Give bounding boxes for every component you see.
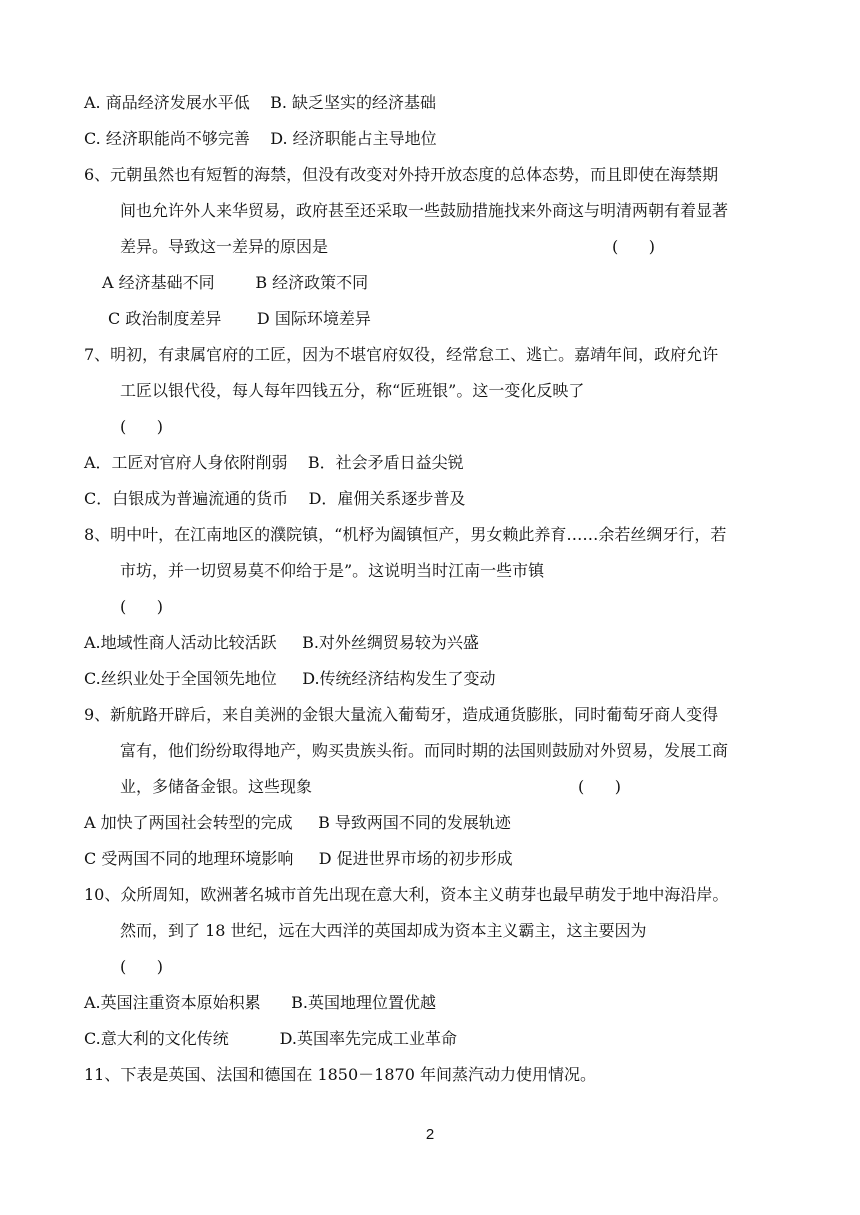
page-number: 2 xyxy=(425,1126,435,1143)
q8-stem-line2: 市坊，并一切贸易莫不仰给于是”。这说明当时江南一些市镇 xyxy=(120,561,545,580)
q5-options-ab: A. 商品经济发展水平低 B. 缺乏坚实的经济基础 xyxy=(84,93,437,112)
q8-stem-line1: 8、明中叶，在江南地区的濮院镇，“机杼为阖镇恒产，男女赖此养育……余若丝绸牙行，若 xyxy=(84,525,727,544)
q6-options-cd: C 政治制度差异 D 国际环境差异 xyxy=(108,309,371,328)
q9-stem-line2: 富有，他们纷纷取得地产，购买贵族头衔。而同时期的法国则鼓励对外贸易，发展工商 xyxy=(120,741,729,760)
q6-stem-line3: 差异。导致这一差异的原因是 xyxy=(120,237,329,256)
q7-options-ab: A．工匠对官府人身依附削弱 B．社会矛盾日益尖锐 xyxy=(84,453,464,472)
q11-stem-line1: 11、下表是英国、法国和德国在 1850－1870 年间蒸汽动力使用情况。 xyxy=(84,1065,596,1084)
q10-stem-line2: 然而，到了 18 世纪，远在大西洋的英国却成为资本主义霸主，这主要因为 xyxy=(120,921,647,940)
q9-options-cd: C 受两国不同的地理环境影响 D 促进世界市场的初步形成 xyxy=(84,849,513,868)
q9-options-ab: A 加快了两国社会转型的完成 B 导致两国不同的发展轨迹 xyxy=(84,813,511,832)
q10-options-cd: C.意大利的文化传统 D.英国率先完成工业革命 xyxy=(84,1029,457,1048)
q6-stem-line1: 6、元朝虽然也有短暂的海禁，但没有改变对外持开放态度的总体态势，而且即使在海禁期 xyxy=(84,165,719,184)
q6-options-ab: A 经济基础不同 B 经济政策不同 xyxy=(102,273,369,292)
q9-stem-line1: 9、新航路开辟后，来自美洲的金银大量流入葡萄牙，造成通货膨胀，同时葡萄牙商人变得 xyxy=(84,705,719,724)
q10-options-ab: A.英国注重资本原始积累 B.英国地理位置优越 xyxy=(84,993,437,1012)
q7-options-cd: C．白银成为普遍流通的货币 D．雇佣关系逐步普及 xyxy=(84,489,466,508)
q6-stem-line2: 间也允许外人来华贸易，政府甚至还采取一些鼓励措施找来外商这与明清两朝有着显著 xyxy=(120,201,729,220)
q6-answer-bracket: ( ) xyxy=(612,237,655,256)
q5-options-cd: C. 经济职能尚不够完善 D. 经济职能占主导地位 xyxy=(84,129,437,148)
q7-stem-line1: 7、明初，有隶属官府的工匠，因为不堪官府奴役，经常怠工、逃亡。嘉靖年间，政府允许 xyxy=(84,345,719,364)
q7-stem-line2: 工匠以银代役，每人每年四钱五分，称“匠班银”。这一变化反映了 xyxy=(120,381,585,400)
q10-stem-line1: 10、众所周知，欧洲著名城市首先出现在意大利，资本主义萌芽也最早萌发于地中海沿岸。 xyxy=(84,885,729,904)
q7-answer-bracket: ( ) xyxy=(120,417,163,436)
q9-answer-bracket: ( ) xyxy=(578,777,621,796)
q9-stem-line3: 业，多储备金银。这些现象 xyxy=(120,777,313,796)
q8-options-ab: A.地域性商人活动比较活跃 B.对外丝绸贸易较为兴盛 xyxy=(84,633,479,652)
q10-answer-bracket: ( ) xyxy=(120,957,163,976)
q8-options-cd: C.丝织业处于全国领先地位 D.传统经济结构发生了变动 xyxy=(84,669,496,688)
q8-answer-bracket: ( ) xyxy=(120,597,163,616)
